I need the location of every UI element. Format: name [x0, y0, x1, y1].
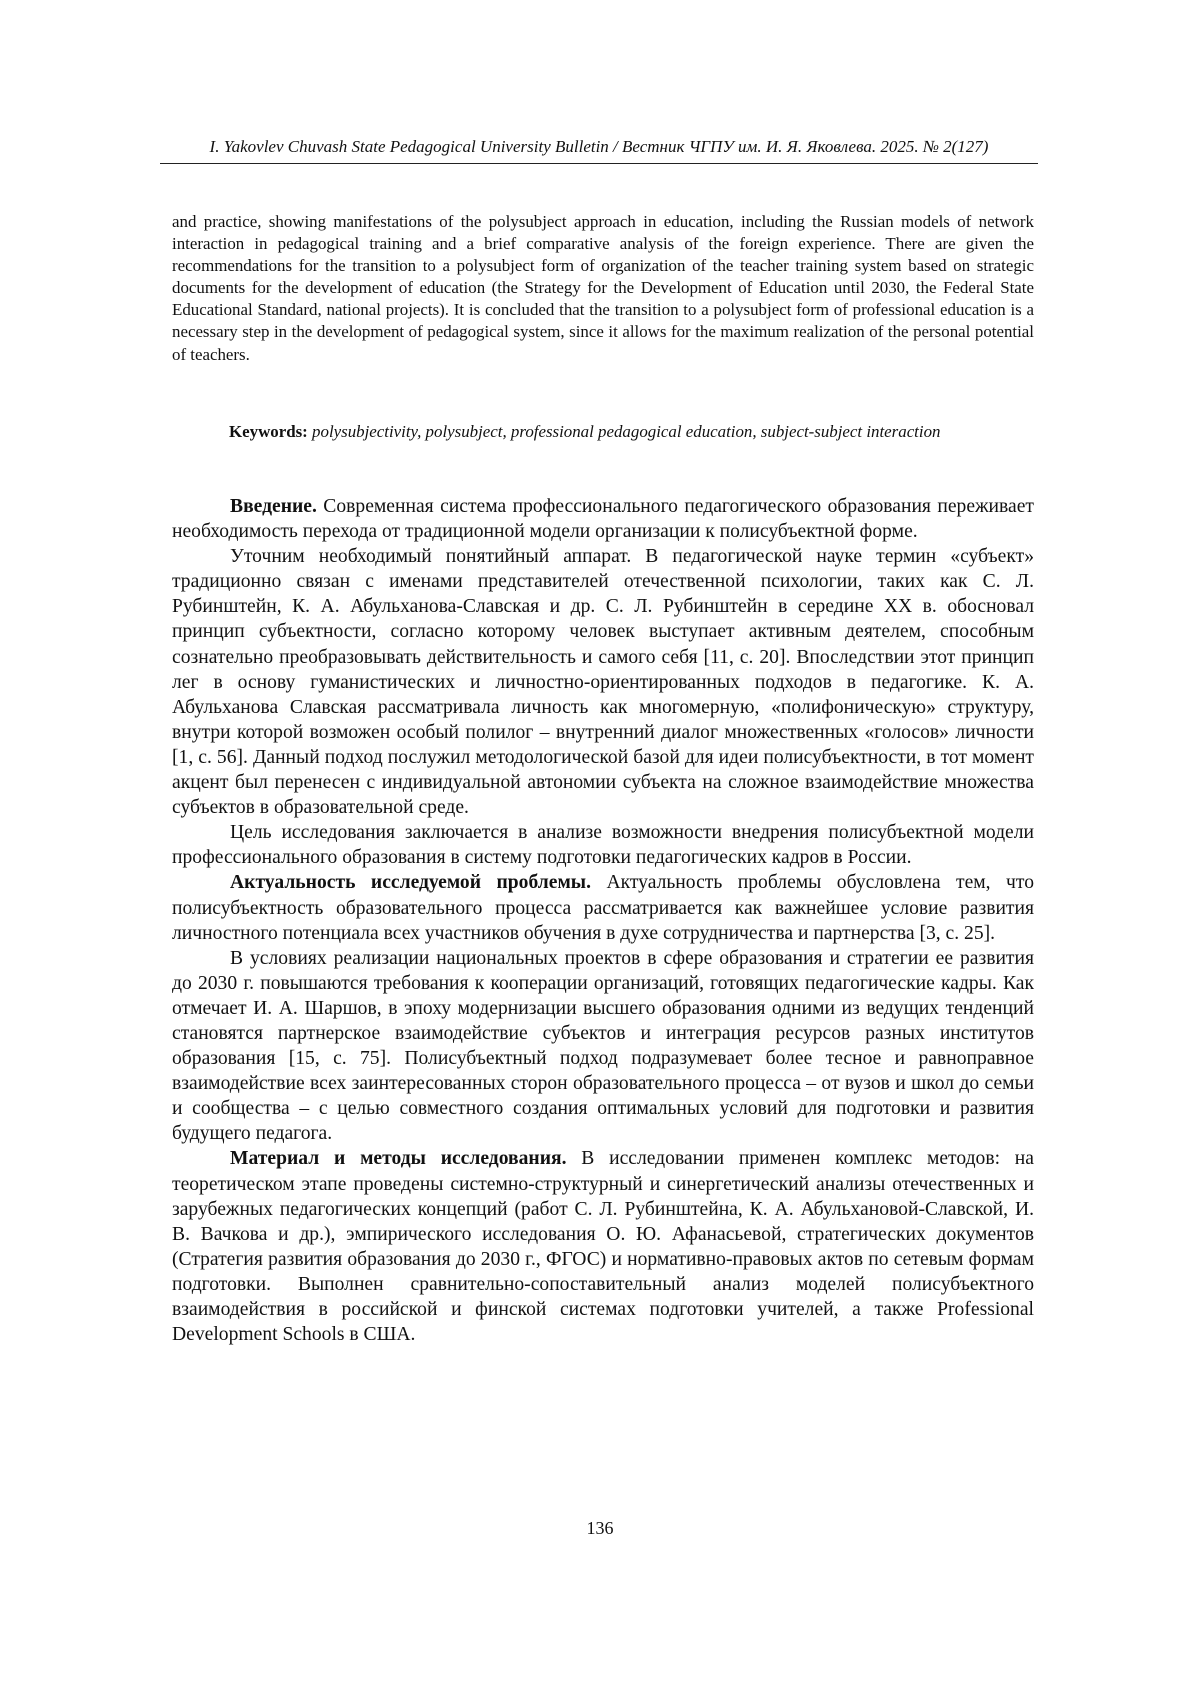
paragraph-text: Актуальность проблемы обусловлена тем, что полисубъектность образовательного процесса рассматривается как важнейшее условие развития личностного потенциала всех участников обучения в духе сотрудничества и партнерства [3, с. 25]. [172, 872, 1034, 944]
keywords-text: polysubjectivity, polysubject, professional pedagogical education, subject-subject interaction [312, 422, 941, 441]
paragraph-relevance [172, 870, 1034, 945]
page-number: 136 [586, 1518, 614, 1538]
section-heading-introduction: Введение. [230, 496, 317, 517]
running-header: I. Yakovlev Chuvash State Pedagogical University Bulletin / Вестник ЧГПУ им. И. Я. Яковлева. 2025. № 2(127) [209, 137, 989, 156]
section-heading-methods: Материал и методы исследования. [230, 1148, 567, 1170]
keywords-label: Keywords: [229, 422, 308, 441]
section-heading-relevance: Актуальность исследуемой проблемы. [230, 872, 591, 894]
paragraph-national-projects: В условиях реализации национальных проектов в сфере образования и стратегии ее развития до 2030 г. повышаются требования к кооперации организаций, готовящих педагогические кадры. Как отмечает И. А. Шаршов, в эпоху модернизации высшего образования одними из ведущих тенденций становятся партнерское взаимодействие субъектов и интеграция ресурсов разных институтов образования [15, с. 75]. Полисубъектный подход подразумевает более тесное и равноправное взаимодействие всех заинтересованных сторон образовательного процесса – от вузов и школ до семьи и сообщества – с целью совместного создания оптимальных условий для подготовки и развития будущего педагога. [172, 947, 1034, 1145]
paragraph-methods [172, 1146, 1034, 1347]
article-body [172, 494, 1034, 1347]
header-divider [160, 163, 1038, 164]
paragraph-research-goal: Цель исследования заключается в анализе возможности внедрения полисубъектной модели профессионального образования в систему подготовки педагогических кадров в России. [172, 822, 1034, 869]
paragraph-text: В исследовании применен комплекс методов: на теоретическом этапе проведены системно-структурный и синергетический анализы отечественных и зарубежных педагогических концепций (работ С. Л. Рубинштейна, К. А. Абульхановой-Славской, И. В. Вачкова и др.), эмпирического исследования О. Ю. Афанасьевой, стратегических документов (Стратегия развития образования до 2030 г., ФГОС) и нормативно-правовых актов по сетевым формам подготовки. Выполнен сравнительно-сопоставительный анализ моделей полисубъектного взаимодействия в российской и финской системах подготовки учителей, а также Professional Development Schools в США. [172, 1148, 1034, 1346]
paragraph-terminology: Уточним необходимый понятийный аппарат. В педагогической науке термин «субъект» традиционно связан с именами представителей отечественной психологии, таких как С. Л. Рубинштейн, К. А. Абульханова-Славская и др. С. Л. Рубинштейн в середине XX в. обосновал принцип субъектности, согласно которому человек выступает активным деятелем, способным сознательно преобразовывать действительность и самого себя [11, с. 20]. Впоследствии этот принцип лег в основу гуманистических и личностно-ориентированных подходов в педагогике. К. А. Абульханова Славская рассматривала личность как многомерную, «полифоническую» структуру, внутри которой возможен особый полилог – внутренний диалог множественных «голосов» личности [1, с. 56]. Данный подход послужил методологической базой для идеи полисубъектности, в тот момент акцент был перенесен с индивидуальной автономии субъекта на сложное взаимодействие множества субъектов в образовательной среде. [172, 546, 1034, 819]
paragraph-text: Современная система профессионального педагогического образования переживает необходимость перехода от традиционной модели организации к полисубъектной форме. [172, 496, 1034, 543]
paragraph-introduction [172, 494, 1034, 544]
keywords [172, 421, 1034, 444]
abstract-continuation: and practice, showing manifestations of the polysubject approach in education, including the Russian models of network interaction in pedagogical training and a brief comparative analysis of the foreign experience. There are given the recommendations for the transition to a polysubject form of organization of the teacher training system based on strategic documents for the development of education (the Strategy for the Development of Education until 2030, the Federal State Educational Standard, national projects). It is concluded that the transition to a polysubject form of professional education is a necessary step in the development of pedagogical system, since it allows for the maximum realization of the personal potential of teachers. [172, 212, 1034, 364]
